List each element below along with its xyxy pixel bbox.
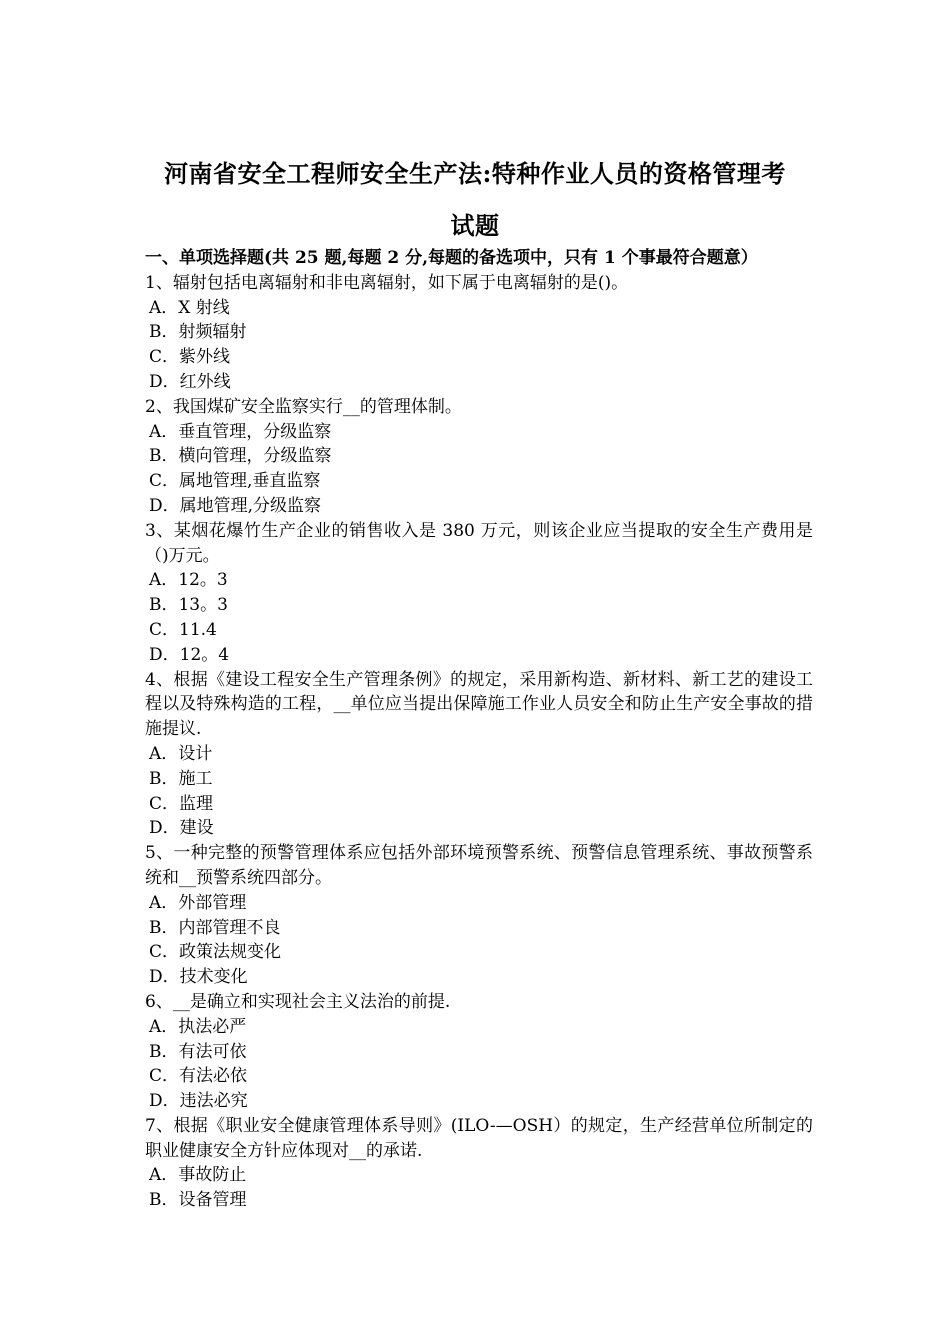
option-c: C．11.4 <box>149 619 217 640</box>
question-text: 5、一种完整的预警管理体系应包括外部环境预警系统、预警信息管理系统、事故预警系统和__预警系统四部分。 <box>145 843 813 888</box>
option-b: B．内部管理不良 <box>149 917 281 938</box>
option-b: B．有法可依 <box>149 1041 247 1062</box>
option-d: D．12。4 <box>149 644 230 665</box>
question-4 <box>145 668 813 842</box>
question-2 <box>145 395 813 519</box>
document-title <box>120 148 830 252</box>
question-1 <box>145 271 813 395</box>
question-text: 6、__是确立和实现社会主义法治的前提. <box>145 991 451 1012</box>
section-heading: 一、单项选择题(共 25 题,每题 2 分,每题的备选项中，只有 1 个事最符合题意） <box>145 248 758 268</box>
option-d: D．技术变化 <box>149 967 248 988</box>
question-text: 2、我国煤矿安全监察实行__的管理体制。 <box>145 396 462 417</box>
option-d: D．建设 <box>149 818 214 839</box>
document-body <box>145 246 813 1213</box>
option-d: D．属地管理,分级监察 <box>149 495 322 516</box>
option-a: A．事故防止 <box>149 1165 247 1186</box>
question-text: 3、某烟花爆竹生产企业的销售收入是 380 万元，则该企业应当提取的安全生产费用是（)万元。 <box>145 520 813 566</box>
option-b: B．射频辐射 <box>149 322 247 343</box>
question-6 <box>145 990 813 1114</box>
option-d: D．红外线 <box>149 371 231 392</box>
question-text: 4、根据《建设工程安全生产管理条例》的规定，采用新构造、新材料、新工艺的建设工程以及特殊构造的工程，__单位应当提出保障施工作业人员安全和防止生产安全事故的措施提议. <box>145 669 813 740</box>
option-b: B．施工 <box>149 768 213 789</box>
question-text: 7、根据《职业安全健康管理体系导则》(ILO-—OSH）的规定，生产经营单位所制定的职业健康安全方针应体现对__的承诺. <box>145 1115 813 1161</box>
option-b: B．13。3 <box>149 595 228 616</box>
option-a: A．12。3 <box>149 570 228 591</box>
question-7 <box>145 1114 813 1213</box>
option-b: B．设备管理 <box>149 1190 247 1211</box>
option-a: A．X 射线 <box>149 297 230 318</box>
option-b: B．横向管理，分级监察 <box>149 446 332 467</box>
option-c: C．有法必依 <box>149 1066 248 1087</box>
question-text: 1、辐射包括电离辐射和非电离辐射，如下属于电离辐射的是()。 <box>145 272 629 293</box>
option-c: C．监理 <box>149 793 214 814</box>
option-a: A．执法必严 <box>149 1016 247 1037</box>
option-c: C．属地管理,垂直监察 <box>149 471 321 492</box>
option-d: D．违法必究 <box>149 1091 248 1112</box>
option-a: A．垂直管理，分级监察 <box>149 421 332 442</box>
option-a: A．设计 <box>149 743 213 764</box>
option-c: C．紫外线 <box>149 347 231 368</box>
option-a: A．外部管理 <box>149 892 247 913</box>
title-line-1: 河南省安全工程师安全生产法:特种作业人员的资格管理考 <box>164 159 786 188</box>
question-5 <box>145 841 813 990</box>
option-c: C．政策法规变化 <box>149 942 282 963</box>
title-line-2: 试题 <box>450 211 500 240</box>
question-3 <box>145 519 813 668</box>
